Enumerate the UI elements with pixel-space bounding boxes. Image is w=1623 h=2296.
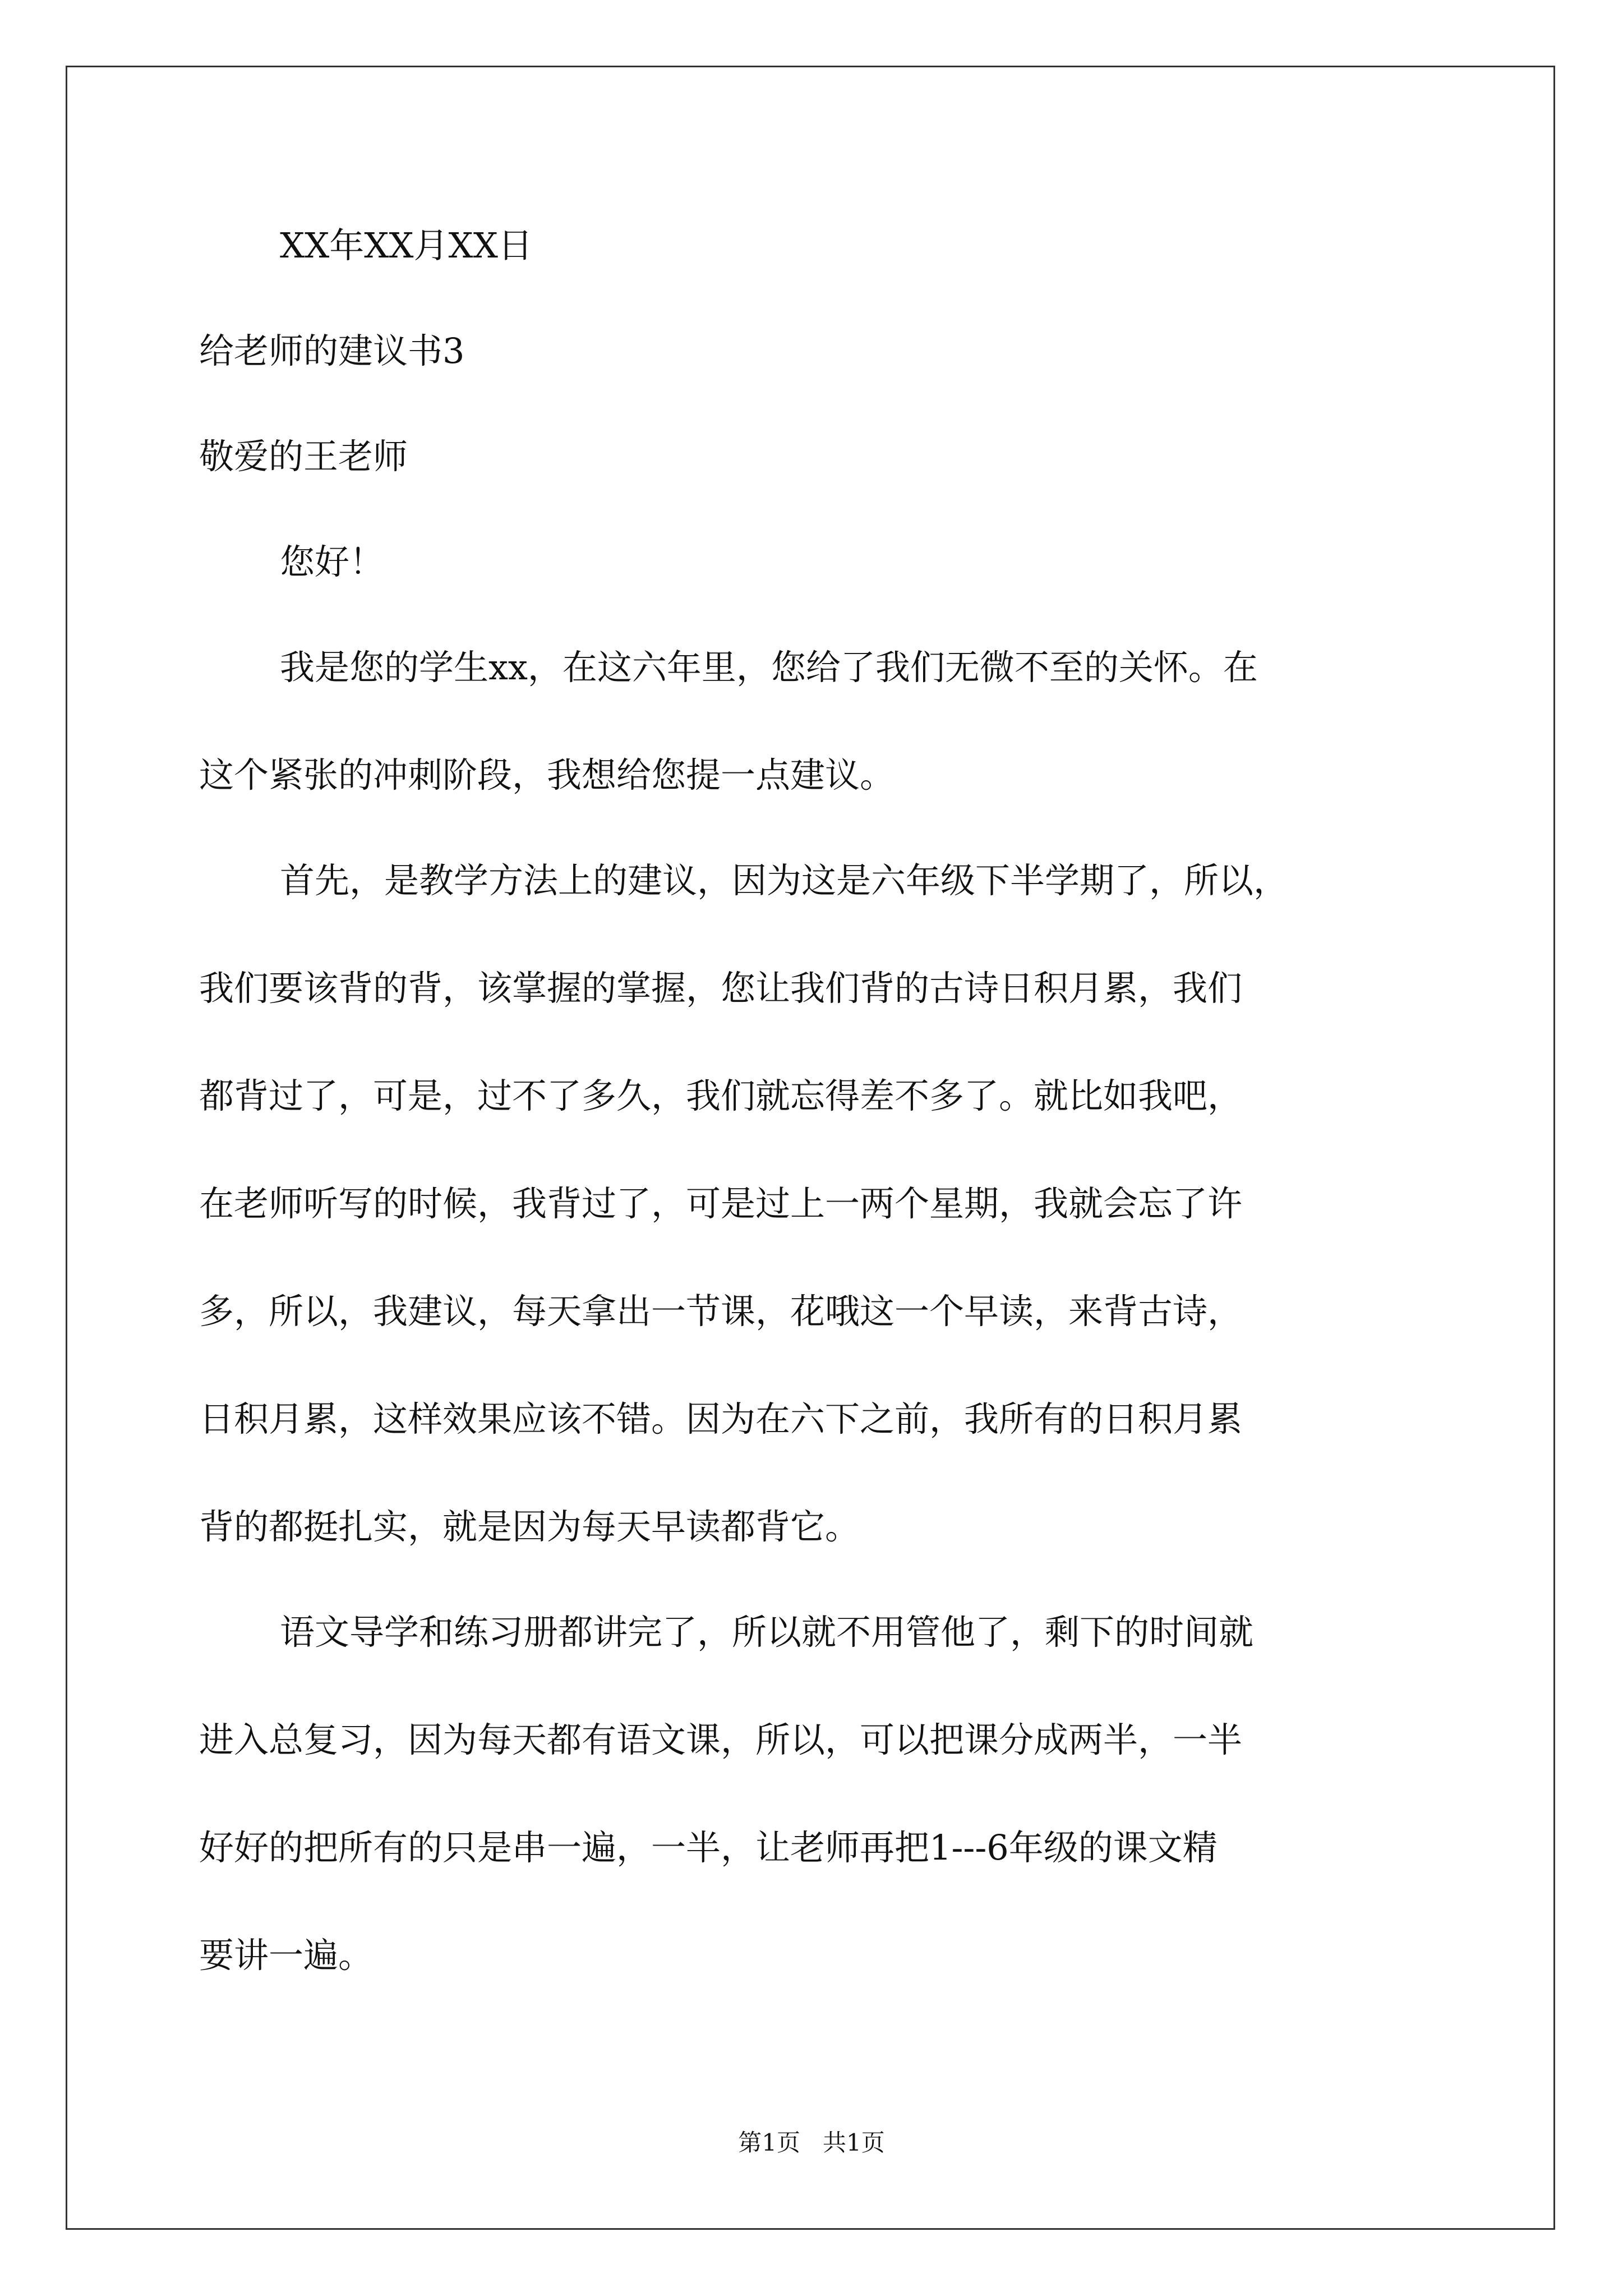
- greeting: 您好！: [280, 541, 385, 582]
- page-indicator: 第1页 共1页: [738, 2129, 885, 2156]
- paragraph-line: 首先，是教学方法上的建议，因为这是六年级下半学期了，所以，: [280, 860, 1289, 901]
- paragraph-3: [199, 1605, 1433, 1982]
- page-footer: [0, 2126, 1623, 2160]
- paragraph-line: 多，所以，我建议，每天拿出一节课，花哦这一个早读，来背古诗，: [199, 1291, 1243, 1332]
- paragraph-2: [199, 854, 1433, 1554]
- date-line: XX年XX月XX日: [280, 225, 533, 266]
- paragraph-line: 要讲一遍。: [199, 1935, 374, 1976]
- paragraph-line: 背的都挺扎实，就是因为每天早读都背它。: [199, 1506, 860, 1547]
- document-body: [199, 219, 1433, 2034]
- paragraph-line: 进入总复习，因为每天都有语文课，所以，可以把课分成两半，一半: [199, 1719, 1243, 1760]
- paragraph-line: 语文导学和练习册都讲完了，所以就不用管他了，剩下的时间就: [280, 1612, 1254, 1653]
- paragraph-line: 在老师听写的时候，我背过了，可是过上一两个星期，我就会忘了许: [199, 1183, 1243, 1224]
- paragraph-line: 都背过了，可是，过不了多久，我们就忘得差不多了。就比如我吧，: [199, 1075, 1243, 1116]
- salutation: 敬爱的王老师: [199, 436, 408, 477]
- paragraph-1: [199, 641, 1433, 802]
- document-title: 给老师的建议书3: [199, 330, 465, 371]
- paragraph-line: 我们要该背的背，该掌握的掌握，您让我们背的古诗日积月累，我们: [199, 968, 1243, 1009]
- paragraph-line: 我是您的学生xx，在这六年里，您给了我们无微不至的关怀。在: [280, 647, 1258, 688]
- paragraph-line: 这个紧张的冲刺阶段，我想给您提一点建议。: [199, 754, 895, 795]
- paragraph-line: 好好的把所有的只是串一遍，一半，让老师再把1---6年级的课文精: [199, 1827, 1218, 1868]
- paragraph-line: 日积月累，这样效果应该不错。因为在六下之前，我所有的日积月累: [199, 1398, 1243, 1439]
